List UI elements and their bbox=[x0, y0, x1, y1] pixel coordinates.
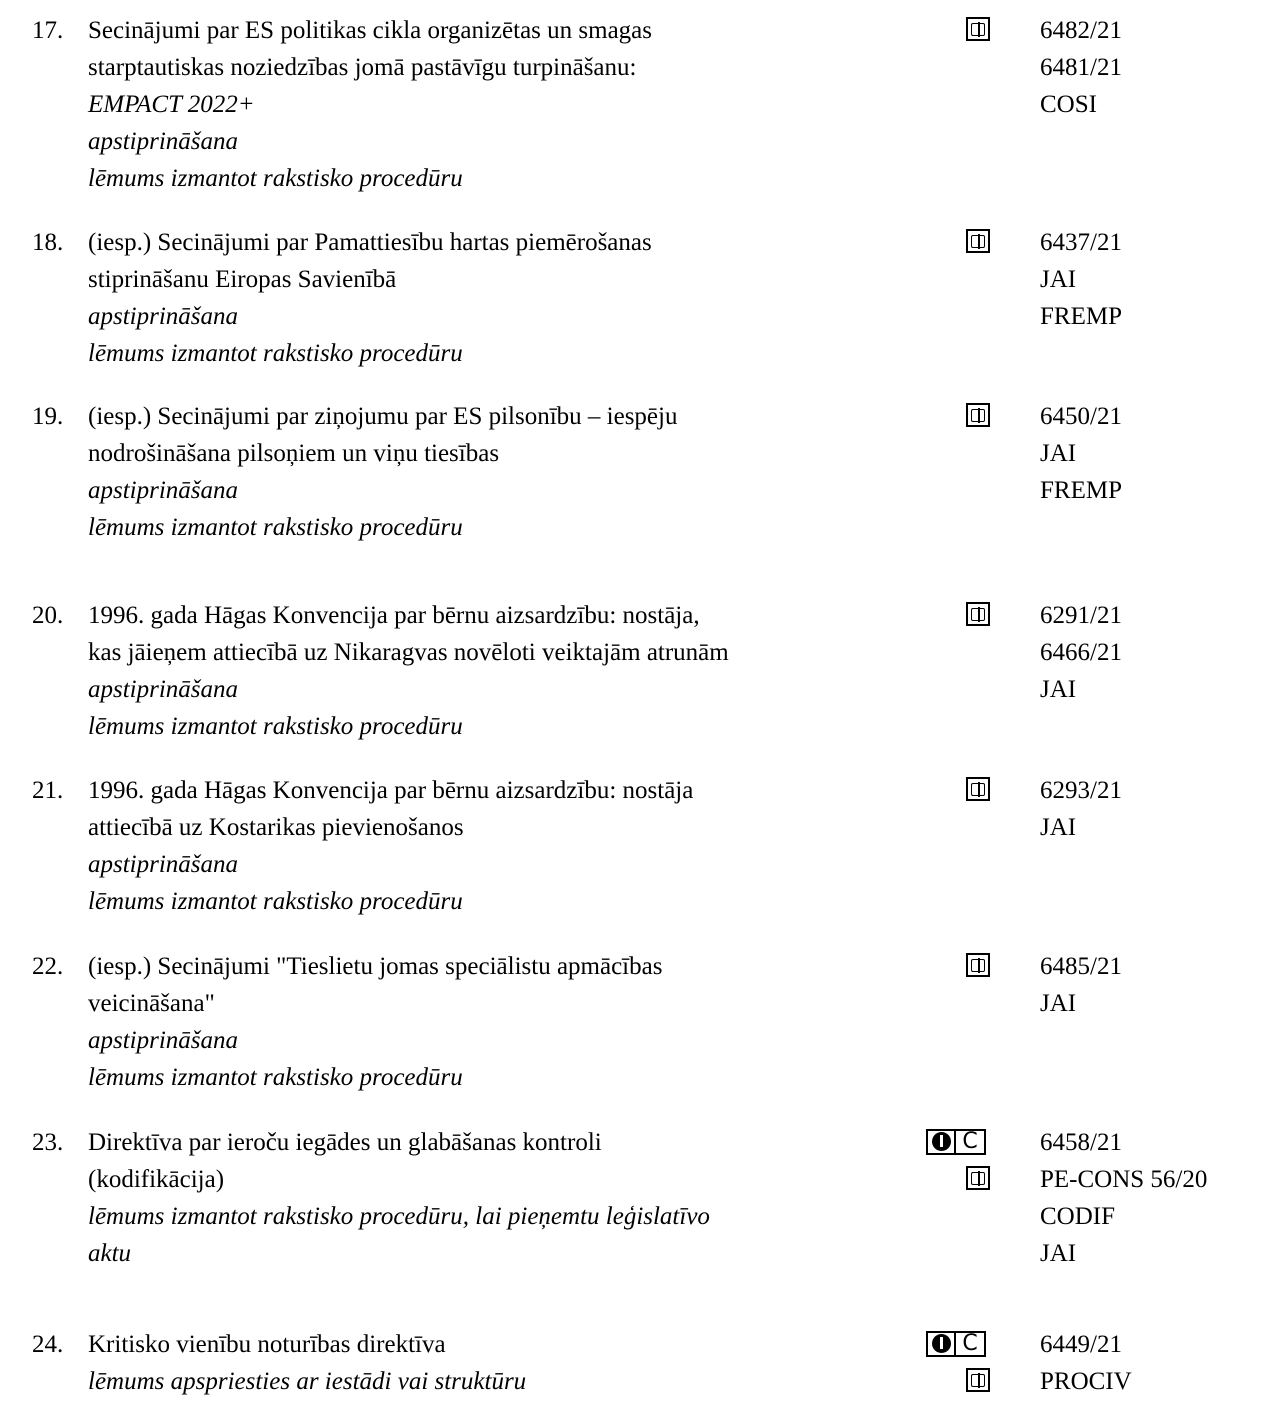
icon-row bbox=[956, 1161, 1016, 1198]
icon-row bbox=[956, 772, 1016, 809]
document-reference: JAI bbox=[1040, 440, 1077, 467]
item-number: 19. bbox=[32, 403, 64, 430]
item-action-line: lēmums izmantot rakstisko procedūru bbox=[88, 1064, 463, 1091]
item-action-line: lēmums izmantot rakstisko procedūru bbox=[88, 340, 463, 367]
book-icon bbox=[966, 1166, 990, 1190]
info-c-icon bbox=[926, 1331, 986, 1357]
item-action-line: lēmums izmantot rakstisko procedūru bbox=[88, 888, 463, 915]
document-reference: JAI bbox=[1040, 266, 1077, 293]
item-description bbox=[88, 12, 918, 197]
item-action-line: lēmums izmantot rakstisko procedūru bbox=[88, 713, 463, 740]
item-title-line: starptautiskas noziedzības jomā pastāvīgu turpināšanu: bbox=[88, 54, 637, 81]
item-icons bbox=[956, 1326, 1016, 1400]
item-title-line: Secinājumi par ES politikas cikla organizētas un smagas bbox=[88, 17, 652, 44]
item-title-line: kas jāieņem attiecībā uz Nikaragvas novēloti veiktajām atrunām bbox=[88, 639, 729, 666]
book-icon bbox=[966, 1368, 990, 1392]
icon-row bbox=[956, 1124, 1016, 1161]
info-icon bbox=[926, 1129, 956, 1155]
item-description bbox=[88, 398, 918, 546]
document-reference: 6481/21 bbox=[1040, 54, 1122, 81]
item-action-line: apstiprināšana bbox=[88, 676, 239, 703]
book-icon bbox=[966, 17, 990, 41]
item-title-line: (iesp.) Secinājumi "Tieslietu jomas speciālistu apmācības bbox=[88, 953, 663, 980]
item-icons bbox=[956, 12, 1016, 49]
item-description bbox=[88, 597, 918, 745]
icon-row bbox=[956, 12, 1016, 49]
book-spine bbox=[978, 408, 980, 423]
item-description bbox=[88, 772, 918, 920]
book-icon bbox=[966, 403, 990, 427]
item-title-line: 1996. gada Hāgas Konvencija par bērnu aizsardzību: nostāja, bbox=[88, 602, 700, 629]
item-action-line: apstiprināšana bbox=[88, 128, 239, 155]
item-number: 24. bbox=[32, 1331, 64, 1358]
icon-row bbox=[956, 1363, 1016, 1400]
book-spine bbox=[978, 782, 980, 797]
document-reference: 6291/21 bbox=[1040, 602, 1122, 629]
item-action-line: lēmums izmantot rakstisko procedūru bbox=[88, 514, 463, 541]
item-number: 18. bbox=[32, 229, 64, 256]
book-spine bbox=[978, 1373, 980, 1388]
item-description bbox=[88, 1326, 918, 1400]
item-title-line: (iesp.) Secinājumi par ziņojumu par ES pilsonību – iespēju bbox=[88, 403, 678, 430]
book-spine bbox=[978, 607, 980, 622]
item-icons bbox=[956, 398, 1016, 435]
document-reference: JAI bbox=[1040, 990, 1077, 1017]
c-letter-icon: C bbox=[956, 1129, 986, 1155]
item-title-line: stiprināšanu Eiropas Savienībā bbox=[88, 266, 397, 293]
info-icon bbox=[926, 1331, 956, 1357]
document-reference: PE-CONS 56/20 bbox=[1040, 1166, 1208, 1193]
document-references bbox=[1040, 597, 1255, 708]
document-references bbox=[1040, 1326, 1255, 1400]
c-letter-icon: C bbox=[956, 1331, 986, 1357]
document-reference: 6482/21 bbox=[1040, 17, 1122, 44]
book-spine bbox=[978, 22, 980, 37]
document-reference: 6485/21 bbox=[1040, 953, 1122, 980]
item-title-line: (kodifikācija) bbox=[88, 1166, 225, 1193]
item-description bbox=[88, 1124, 918, 1272]
item-action-line: apstiprināšana bbox=[88, 851, 239, 878]
item-title-line: 1996. gada Hāgas Konvencija par bērnu aizsardzību: nostāja bbox=[88, 777, 694, 804]
icon-row bbox=[956, 224, 1016, 261]
item-description bbox=[88, 948, 918, 1096]
document-reference: FREMP bbox=[1040, 303, 1122, 330]
item-icons bbox=[956, 1124, 1016, 1198]
document-reference: JAI bbox=[1040, 814, 1077, 841]
document-reference: 6437/21 bbox=[1040, 229, 1122, 256]
item-icons bbox=[956, 948, 1016, 985]
book-spine bbox=[978, 958, 980, 973]
document-references bbox=[1040, 772, 1255, 846]
item-action-line: apstiprināšana bbox=[88, 303, 239, 330]
book-icon bbox=[966, 229, 990, 253]
document-reference: 6458/21 bbox=[1040, 1129, 1122, 1156]
info-dot-icon bbox=[932, 1132, 951, 1151]
document-reference: FREMP bbox=[1040, 477, 1122, 504]
document-references bbox=[1040, 12, 1255, 123]
item-action-line: lēmums izmantot rakstisko procedūru, lai pieņemtu leģislatīvo bbox=[88, 1203, 710, 1230]
item-icons bbox=[956, 224, 1016, 261]
item-action-line: apstiprināšana bbox=[88, 1027, 239, 1054]
document-reference: 6450/21 bbox=[1040, 403, 1122, 430]
icon-row bbox=[956, 948, 1016, 985]
icon-row bbox=[956, 597, 1016, 634]
item-action-line: apstiprināšana bbox=[88, 477, 239, 504]
document-references bbox=[1040, 1124, 1255, 1272]
info-c-icon bbox=[926, 1129, 986, 1155]
info-dot-icon bbox=[932, 1334, 951, 1353]
item-title-line: (iesp.) Secinājumi par Pamattiesību hartas piemērošanas bbox=[88, 229, 652, 256]
document-reference: COSI bbox=[1040, 91, 1097, 118]
item-title-line: attiecībā uz Kostarikas pievienošanos bbox=[88, 814, 464, 841]
document-references bbox=[1040, 948, 1255, 1022]
document-reference: CODIF bbox=[1040, 1203, 1116, 1230]
item-number: 23. bbox=[32, 1129, 64, 1156]
item-description bbox=[88, 224, 918, 372]
book-icon bbox=[966, 777, 990, 801]
book-spine bbox=[978, 234, 980, 249]
icon-row bbox=[956, 1326, 1016, 1363]
item-icons bbox=[956, 772, 1016, 809]
item-number: 22. bbox=[32, 953, 64, 980]
document-reference: JAI bbox=[1040, 1240, 1077, 1267]
document-reference: 6449/21 bbox=[1040, 1331, 1122, 1358]
document-reference: JAI bbox=[1040, 676, 1077, 703]
item-title-line: veicināšana" bbox=[88, 990, 215, 1017]
item-action-line: lēmums izmantot rakstisko procedūru bbox=[88, 165, 463, 192]
icon-row bbox=[956, 398, 1016, 435]
book-icon bbox=[966, 602, 990, 626]
item-number: 17. bbox=[32, 17, 64, 44]
item-number: 21. bbox=[32, 777, 64, 804]
item-title-line: Kritisko vienību noturības direktīva bbox=[88, 1331, 446, 1358]
item-icons bbox=[956, 597, 1016, 634]
item-action-line: aktu bbox=[88, 1240, 132, 1267]
item-number: 20. bbox=[32, 602, 64, 629]
item-title-line: Direktīva par ieroču iegādes un glabāšanas kontroli bbox=[88, 1129, 602, 1156]
document-references bbox=[1040, 224, 1255, 335]
document-reference: 6466/21 bbox=[1040, 639, 1122, 666]
item-action-line: lēmums apspriesties ar iestādi vai struktūru bbox=[88, 1368, 527, 1395]
item-title-line: nodrošināšana pilsoņiem un viņu tiesības bbox=[88, 440, 500, 467]
document-reference: PROCIV bbox=[1040, 1368, 1132, 1395]
book-icon bbox=[966, 953, 990, 977]
document-references bbox=[1040, 398, 1255, 509]
book-spine bbox=[978, 1171, 980, 1186]
document-reference: 6293/21 bbox=[1040, 777, 1122, 804]
item-action-line: EMPACT 2022+ bbox=[88, 91, 255, 118]
